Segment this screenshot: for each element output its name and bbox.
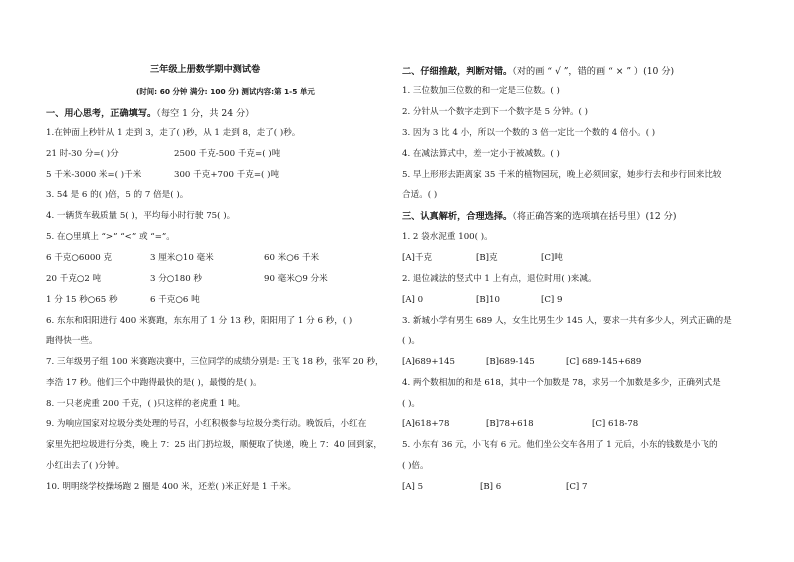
compare-item: 20 千克○2 吨 <box>46 274 102 284</box>
option: [A] 5 <box>402 482 424 492</box>
question-2-4: 4. 在减法算式中，差一定小于被减数。( ) <box>402 149 560 159</box>
question-1-2a: 21 时-30 分=( )分 <box>46 149 119 159</box>
question-3-1: 1. 2 袋水泥重 100( )。 <box>402 232 493 242</box>
compare-item: 6 千克○6000 克 <box>46 253 113 263</box>
exam-info: (时间: 60 分钟 满分: 100 分) 测试内容:第 1-5 单元 <box>136 87 315 96</box>
compare-item: 6 千克○6 吨 <box>150 295 200 305</box>
option: [A]千克 <box>402 253 433 263</box>
option: [A] 0 <box>402 295 424 305</box>
question-1-4: 4. 一辆货车载质量 5( )，平均每小时行驶 75( )。 <box>46 211 236 221</box>
option: [A]618+78 <box>402 419 450 429</box>
section-2-note: （对的画 “ √ ”，错的画 “ × ” ）(10 分) <box>512 66 675 77</box>
compare-item: 3 厘米○10 毫米 <box>150 253 214 263</box>
question-1-9-line-1: 9. 为响应国家对垃圾分类处理的号召，小红积极参与垃圾分类行动。晚饭后，小红在 <box>46 419 367 429</box>
option: [C] 618-78 <box>592 419 639 429</box>
question-1-6-line-2: 跑得快一些。 <box>46 336 98 346</box>
section-3-heading <box>402 211 676 222</box>
option: [B]689-145 <box>486 357 535 367</box>
question-2-2: 2. 分针从一个数字走到下一个数字是 5 分钟。( ) <box>402 107 588 117</box>
option: [B] 6 <box>480 482 502 492</box>
question-1-7-line-1: 7. 三年级男子组 100 米赛跑决赛中，三位同学的成绩分别是: 王飞 18 秒，张军 20 秒， <box>46 357 384 367</box>
question-3-4-line-2: ( )。 <box>402 399 421 409</box>
question-2-5-line-1: 5. 早上形形去距离家 35 千米的植物园玩，晚上必须回家，她步行去和步行回来比较 <box>402 170 722 180</box>
option: [A]689+145 <box>402 357 455 367</box>
question-1-6-line-1: 6. 东东和阳阳进行 400 米赛跑，东东用了 1 分 13 秒，阳阳用了 1 分 6 秒，( ) <box>46 316 353 326</box>
compare-item: 1 分 15 秒○65 秒 <box>46 295 118 305</box>
option: [C] 7 <box>566 482 588 492</box>
section-1-title: 一、用心思考，正确填写。 <box>46 108 157 119</box>
question-1-2c: 5 千米-3000 米=( )千米 <box>46 170 142 180</box>
option: [B]78+618 <box>486 419 534 429</box>
option: [C] 689-145+689 <box>566 357 642 367</box>
question-3-5-line-2: ( )倍。 <box>402 461 429 471</box>
question-3-4-line-1: 4. 两个数相加的和是 618，其中一个加数是 78，求另一个加数是多少，正确列式是 <box>402 378 721 388</box>
question-1-2d: 300 千克+700 千克=( )吨 <box>174 170 280 180</box>
question-1-7-line-2: 李浩 17 秒。他们三个中跑得最快的是( )，最慢的是( )。 <box>46 378 262 388</box>
question-1-2b: 2500 千克-500 千克=( )吨 <box>174 149 281 159</box>
question-3-5-line-1: 5. 小东有 36 元，小飞有 6 元。他们坐公交车各用了 1 元后，小东的钱数是小飞的 <box>402 440 718 450</box>
compare-item: 3 分○180 秒 <box>150 274 203 284</box>
option: [B]克 <box>476 253 498 263</box>
section-1-heading <box>46 108 254 119</box>
question-1-5: 5. 在○里填上 “>” “<” 或 “=”。 <box>46 232 175 242</box>
section-2-heading <box>402 66 674 77</box>
section-2-title: 二、仔细推敲，判断对错。 <box>402 66 513 77</box>
page-title: 三年级上册数学期中测试卷 <box>150 64 261 75</box>
question-1-9-line-3: 小红出去了( )分钟。 <box>46 461 125 471</box>
question-2-3: 3. 因为 3 比 4 小，所以一个数的 3 倍一定比一个数的 4 倍小。( ) <box>402 128 656 138</box>
question-1-9-line-2: 家里先把垃圾进行分类，晚上 7：25 出门扔垃圾，顺便取了快递，晚上 7：40 回到家， <box>46 440 382 450</box>
question-3-3-line-2: ( )。 <box>402 336 421 346</box>
question-3-3-line-1: 3. 新城小学有男生 689 人，女生比男生少 145 人，要求一共有多少人，列式正确的是 <box>402 316 732 326</box>
option: [C]吨 <box>541 253 563 263</box>
question-2-1: 1. 三位数加三位数的和一定是三位数。( ) <box>402 86 560 96</box>
option: [C] 9 <box>541 295 563 305</box>
question-1-3: 3. 54 是 6 的( )倍，5 的 7 倍是( )。 <box>46 190 189 200</box>
question-2-5-line-2: 合适。( ) <box>402 190 438 200</box>
question-1-8: 8. 一只老虎重 200 千克，( )只这样的老虎重 1 吨。 <box>46 399 246 409</box>
question-3-2: 2. 退位减法的竖式中 1 上有点，退位时用( )来减。 <box>402 274 597 284</box>
section-3-title: 三、认真解析，合理选择。 <box>402 211 513 222</box>
section-1-note: （每空 1 分，共 24 分） <box>156 108 255 119</box>
section-3-note: （将正确答案的选项填在括号里）(12 分) <box>512 211 677 222</box>
compare-item: 90 毫米○9 分米 <box>264 274 328 284</box>
question-1-10: 10. 明明绕学校操场跑 2 圈是 400 米，还差( )米正好是 1 千米。 <box>46 482 297 492</box>
question-1-1: 1.在钟面上秒针从 1 走到 3，走了( )秒，从 1 走到 8，走了( )秒。 <box>46 128 301 138</box>
option: [B]10 <box>476 295 500 305</box>
compare-item: 60 米○6 千米 <box>264 253 320 263</box>
